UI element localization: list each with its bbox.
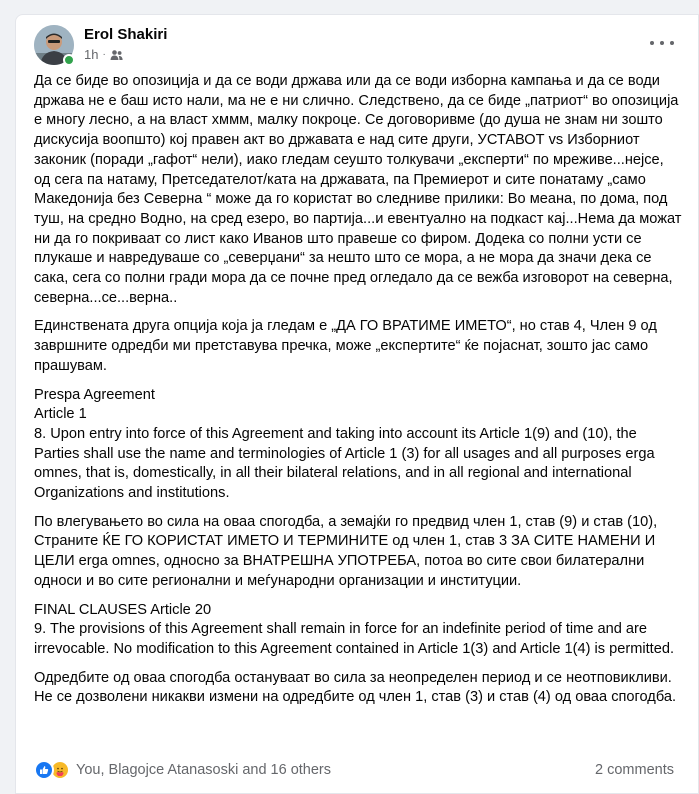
dot — [650, 41, 654, 45]
post-paragraph: Единствената друга опција која ја гледам е „ДА ГО ВРАТИМЕ ИМЕТО“, но став 4, Член 9 од завршните одредби ми претставува пречка, може „експертите“ ќе појаснат, зошто јас само прашувам. — [34, 318, 657, 374]
post-paragraph: Prespa Agreement Article 1 8. Upon entry into force of this Agreement and taking into account its Article 1(9) and (10), the Parties shall use the name and terminologies of Article 1 (3) for all usages and all purposes erga omnes, that is, domestically, in all their bilateral relations, and in all regional and international Organizations and institutions. — [34, 386, 655, 502]
post-paragraph: FINAL CLAUSES Article 20 9. The provisions of this Agreement shall remain in force for an indefinite period of time and are irrevocable. No modification to this Agreement contained in Article 1(3) and Article 1(4) is permitted. — [34, 601, 675, 657]
comments-count[interactable]: 2 comments — [595, 762, 674, 778]
post-paragraph: По влегувањето во сила на оваа спогодба, а земајќи го предвид член 1, став (9) и став (10), Страните ЌЕ ГО КОРИСТАТ ИМЕТО И ТЕРМИНИТЕ од член 1, став 3 ЗА СИТЕ НАМЕНИ И ЦЕЛИ erga omnes, односно за ВНАТРЕШНА УПОТРЕБА, потоа во сите свои билатерални односи и во сите регионални и меѓународни организации и институции. — [34, 513, 658, 589]
online-status-dot — [63, 54, 75, 66]
post-card — [15, 14, 699, 794]
dot — [670, 41, 674, 45]
post-paragraph: Одредбите од оваа спогодба остануваат во сила за неопределен период и се неотповикливи. Не се дозволени никакви измени на одредбите од член 1, став (3) и став (4) од оваа спогодба. — [34, 669, 677, 706]
friends-icon[interactable] — [110, 49, 123, 61]
reactions-summary[interactable] — [34, 760, 70, 780]
post-header — [34, 25, 698, 69]
post-paragraph: Да се биде во опозиција и да се води држава или да се води изборна кампања и да се води држава не е баш исто нали, ма не е ни слично. Следствено, да се биде „патриот“ во опозиција е многу лесно, а на власт хммм, малку покроце. Се договоривме (до душа не знам ни зошто дискусија воопшто) кој правен акт во државата е над сите други, УСТАВОТ vs Изборниот законик (поради „гафот“ нели), иако гледам сеушто толкувачи „експерти“ по мреживе...нејсе, од сега па натаму, Претседателот/ката на државата, па Премиерот и сите понатаму „само Македонија без Северна “ може да го користат во следниве прилики: Во меана, по дома, под туш, на средно Водно, на сред езеро, во партија...и евентуално на подкаст кај...Нема да можат ни да го покриваат со лист како Иванов што правеше со фиром. Додека со полни усти се плукаше и навредуваше со „северџани“ за нешто што се мора, а не мора да значи дека се сака, сега со полни гради мора да се почне пред огледало да се вежба изговорот на северна, северна...се...верна.. — [34, 73, 682, 306]
post-footer — [34, 758, 680, 782]
post-meta — [84, 47, 123, 62]
more-options-icon[interactable] — [650, 33, 674, 53]
reactions-names[interactable]: You, Blagojce Atanasoski and 16 others — [76, 762, 332, 778]
dot — [660, 41, 664, 45]
post-author[interactable]: Erol Shakiri — [84, 26, 168, 43]
post-time[interactable]: 1h — [84, 47, 99, 62]
separator-dot: · — [102, 49, 106, 60]
post-text — [34, 72, 684, 717]
like-icon — [34, 760, 54, 780]
